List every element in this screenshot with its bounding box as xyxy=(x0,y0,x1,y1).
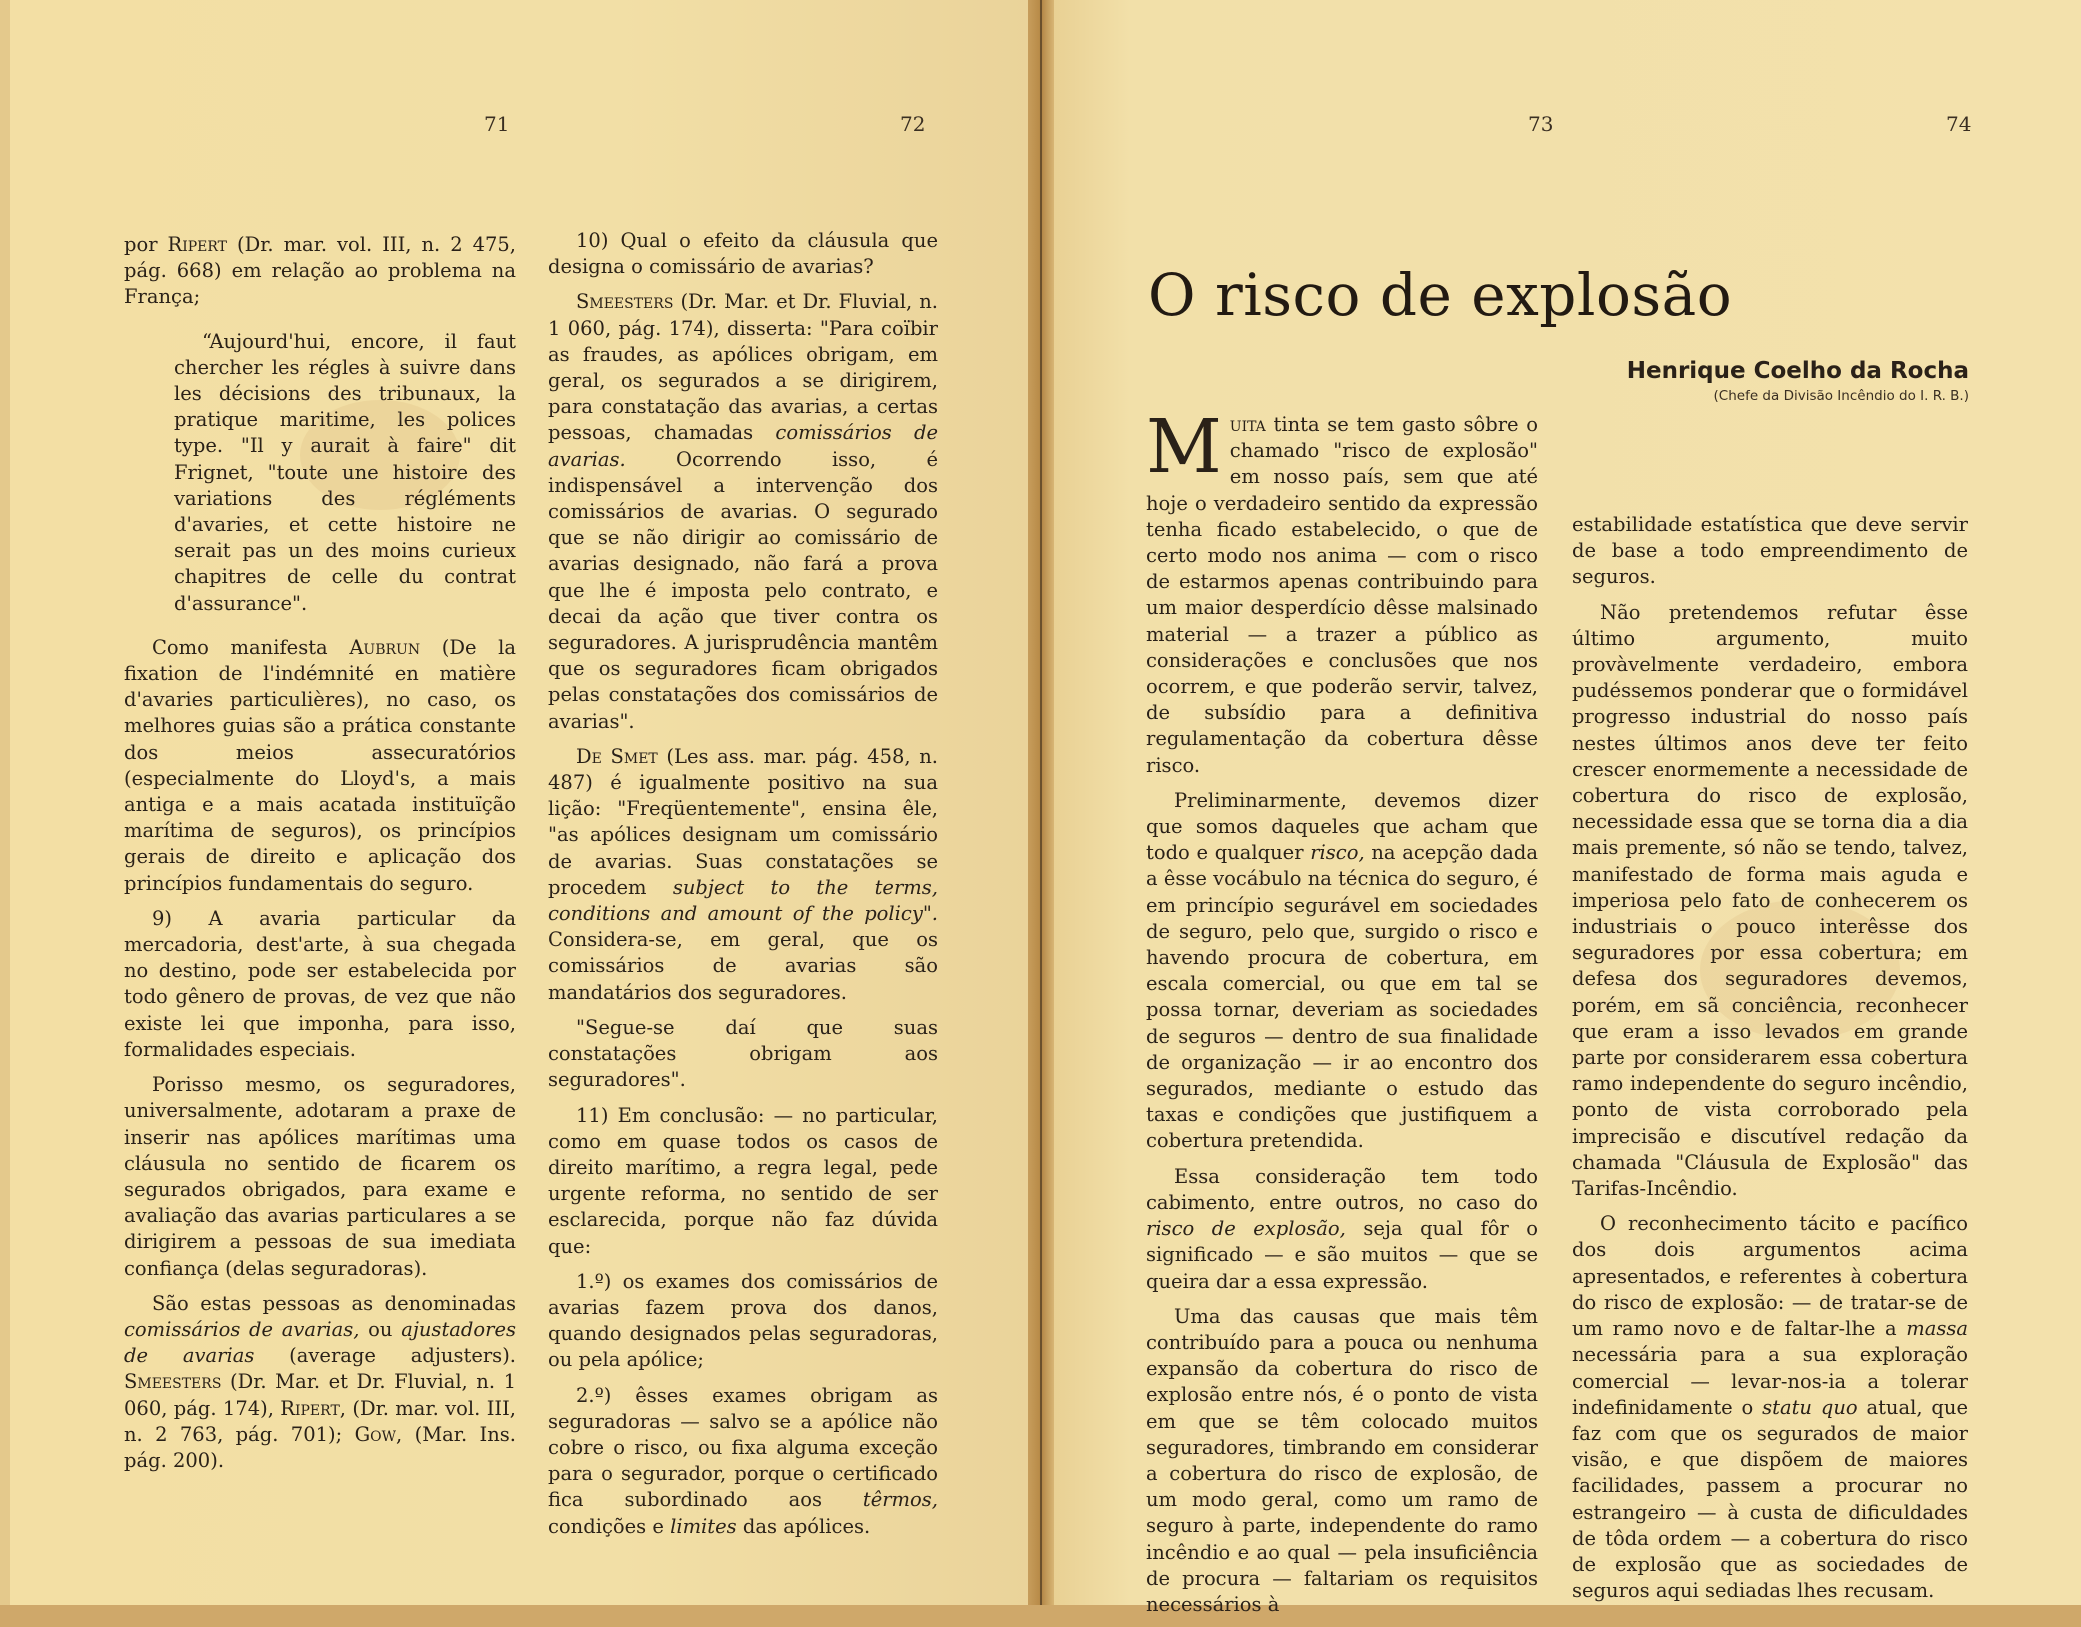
paragraph: Preliminarmente, devemos dizer que somos daqueles que acham que todo e qualquer risco, na acepção dada a êsse vocábulo na técnica do seguro, é em princípio segurável em sociedades de seguro, pelo que, surgido o risco e havendo procura de cobertura, em escala comercial, ou que em tal se possa tornar, deveriam as sociedades de seguros — dentro de sua finalidade de organização — ir ao encontro dos segurados, mediante o estudo das taxas e condições que justifiquem a cobertura pretendida. xyxy=(1146,788,1538,1153)
drop-cap: M xyxy=(1146,404,1222,490)
paragraph: São estas pessoas as denominadas comissários de avarias, ou ajustadores de avarias (average adjusters). Smeesters (Dr. Mar. et Dr. Fluvial, n. 1 060, pág. 174), Ripert, (Dr. mar. vol. III, n. 2 763, pág. 701); Gow, (Mar. Ins. pág. 200). xyxy=(124,1291,516,1472)
paragraph: Essa consideração tem todo cabimento, entre outros, no caso do risco de explosão, seja qual fôr o significado — e são muitos — que se queira dar a essa expressão. xyxy=(1146,1164,1539,1293)
text-column-4 xyxy=(1572,512,1968,1613)
page-number-72: 72 xyxy=(900,112,926,136)
page-number-74: 74 xyxy=(1946,112,1972,136)
paragraph: Muita tinta se tem gasto sôbre o chamado "risco de explosão" em nosso país, sem que até hoje o verdadeiro sentido da expressão tenha ficado estabelecido, o que de certo modo nos anima — com o risco de estarmos apenas contribuindo para um maior desperdício dêsse malsinado material — a trazer a público as considerações e conclusões que nos ocorrem, e que poderão servir, talvez, de subsídio para a definitiva regulamentação da cobertura dêsse risco. xyxy=(1146,404,1538,777)
paragraph: 1.º) os exames dos comissários de avarias fazem prova dos danos, quando designados pelas seguradoras, ou pela apólice; xyxy=(548,1269,938,1372)
left-page-edge xyxy=(0,0,10,1605)
page-number-73: 73 xyxy=(1528,112,1554,136)
paragraph: O reconhecimento tácito e pacífico dos dois argumentos acima apresentados, e referentes à cobertura do risco de explosão: — de tratar-se de um ramo novo e de faltar-lhe a massa necessária para a sua exploração comercial — levar-nos-ia a tolerar indefinidamente o statu quo atual, que faz com que os segurados de maior visão, e que dispõem de maiores facilidades, passem a procurar no estrangeiro — à custa de dificuldades de tôda ordem — a cobertura do risco de explosão que as sociedades de seguros aqui sediadas lhes recusam. xyxy=(1572,1212,1968,1603)
paragraph: Smeesters (Dr. Mar. et Dr. Fluvial, n. 1 060, pág. 174), disserta: "Para coïbir as fraudes, as apólices obrigam, em geral, os segurados a se dirigirem, para constatação das avarias, a certas pessoas, chamadas comissários de avarias. Ocorrendo isso, é indispensável a intervenção dos comissários de avarias. O segurado que se não dirigir ao comissário de avarias designado, não fará a prova que lhe é imposta pelo contrato, e decai da ação que tiver contra os seguradores. A jurisprudência mantêm que os seguradores ficam obrigados pelas constatações dos comissários de avarias". xyxy=(548,290,938,733)
paragraph: 2.º) êsses exames obrigam as seguradoras — salvo se a apólice não cobre o risco, ou fixa alguma exceção para o segurador, porque o certificado fica subordinado aos têrmos, condições e limites das apólices. xyxy=(548,1383,938,1538)
paragraph: 10) Qual o efeito da cláusula que designa o comissário de avarias? xyxy=(548,229,938,279)
paragraph: Como manifesta Aubrun (De la fixation de l'indémnité en matière d'avaries particulières), no caso, os melhores guias são a prática constante dos meios assecuratórios (especialmente do Lloyd's, a mais antiga e a mais acatada instituïção marítima de seguros), os princípios gerais de direito e aplicação dos princípios fundamentais do seguro. xyxy=(124,635,516,895)
author-affiliation: (Chefe da Divisão Incêndio do I. R. B.) xyxy=(1713,388,1969,404)
article-author: Henrique Coelho da Rocha xyxy=(1626,358,1969,384)
paragraph: estabilidade estatística que deve servir de base a todo empreendimento de seguros. xyxy=(1572,513,1968,589)
paragraph: 9) A avaria particular da mercadoria, dest'arte, à sua chegada no destino, pode ser estabelecida por todo gênero de provas, de vez que não existe lei que imponha, para isso, formalidades especiais. xyxy=(124,906,516,1061)
block-quote: “Aujourd'hui, encore, il faut chercher les régles à suivre dans les décisions des tribunaux, la pratique maritime, les polices type. "Il y aurait à faire" dit Frignet, "toute une histoire des variations des régléments d'avaries, et cette histoire ne serait pas un des moins curieux chapitres de celle du contrat d'assurance". xyxy=(174,329,516,615)
paragraph: Não pretendemos refutar êsse último argumento, muito provàvelmente verdadeiro, embora pudéssemos ponderar que o formidável progresso industrial do nosso país nestes últimos anos deve ter feito crescer enormemente a necessidade de cobertura do risco de explosão, necessidade essa que se torna dia a dia mais premente, só não se tendo, talvez, manifestado de forma mais aguda e imperiosa pelo fato de conhecerem os industriais o pouco interêsse dos seguradores por essa cobertura; em defesa dos seguradores devemos, porém, em sã conciência, reconhecer que eram a isso levados em grande parte por considerarem essa cobertura ramo independente do seguro incêndio, ponto de vista corroborado pela imprecisão e discutível redação da chamada "Cláusula de Explosão" das Tarifas-Incêndio. xyxy=(1572,600,1968,1201)
article-title: O risco de explosão xyxy=(1148,260,1733,329)
text-column-2 xyxy=(548,228,938,1549)
text-column-3 xyxy=(1146,404,1539,1627)
text-column-1 xyxy=(124,232,516,1483)
paragraph: "Segue-se daí que suas constatações obrigam aos seguradores". xyxy=(548,1015,938,1092)
paragraph: 11) Em conclusão: — no particular, como em quase todos os casos de direito marítimo, a regra legal, pede urgente reforma, no sentido de ser esclarecida, porque não faz dúvida que: xyxy=(548,1103,938,1258)
paragraph: por Ripert (Dr. mar. vol. III, n. 2 475, pág. 668) em relação ao problema na França; xyxy=(124,233,516,309)
paragraph: Uma das causas que mais têm contribuído para a pouca ou nenhuma expansão da cobertura do risco de explosão entre nós, é o ponto de vista em que se têm colocado muitos seguradores, timbrando em considerar a cobertura do risco de explosão, de um modo geral, como um ramo de seguro à parte, independente do ramo incêndio e ao qual — pela insuficiência de procura — faltariam os requisitos necessários à xyxy=(1146,1304,1538,1616)
book-gutter xyxy=(1028,0,1054,1605)
page-number-71: 71 xyxy=(484,112,510,136)
paragraph: Porisso mesmo, os seguradores, universalmente, adotaram a praxe de inserir nas apólices marítimas uma cláusula no sentido de ficarem os segurados obrigados, para exame e avaliação das avarias particulares a se dirigirem a pessoas de sua imediata confiança (delas seguradoras). xyxy=(124,1073,516,1280)
paragraph: De Smet (Les ass. mar. pág. 458, n. 487) é igualmente positivo na sua lição: "Freqüentemente", ensina êle, "as apólices designam um comissário de avarias. Suas constatações se procedem subject to the terms, conditions and amount of the policy". Considera-se, em geral, que os comissários de avarias são mandatários dos seguradores. xyxy=(548,744,938,1004)
